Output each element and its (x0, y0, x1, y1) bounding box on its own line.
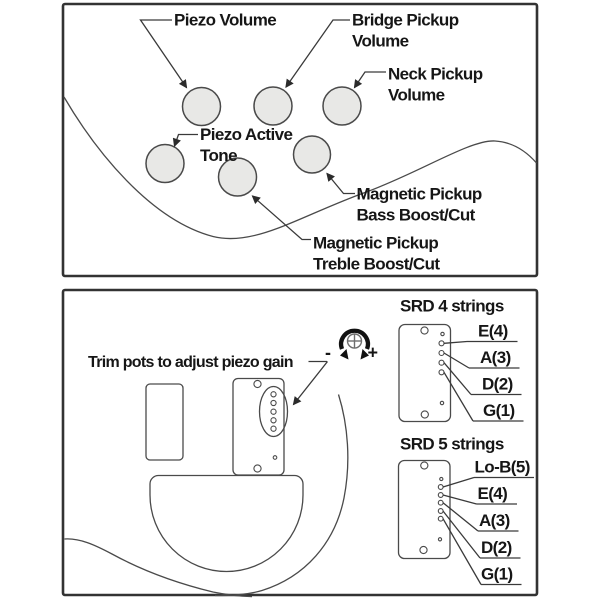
screw-hole (421, 327, 428, 334)
srd5-string-label-a3: A(3) (479, 511, 510, 530)
control-layout-panel (63, 4, 537, 276)
label-bridge-volume-line1: Bridge Pickup (352, 10, 459, 30)
trim-pot-dot (271, 409, 276, 414)
label-magnetic-treble-line2: Treble Boost/Cut (313, 254, 440, 274)
knob-neck-pickup-volume (323, 87, 361, 125)
trim-pot-dot (271, 426, 276, 431)
trim-pot-dot-d2 (438, 509, 443, 514)
screw-hole (254, 465, 261, 472)
trim-pot-dot (271, 392, 276, 397)
knob-piezo-active-tone (146, 145, 184, 183)
trim-pot-dot-a3 (438, 500, 443, 505)
small-hole (438, 538, 441, 541)
trim-pot-dot-g1 (438, 516, 443, 521)
srd5-title: SRD 5 strings (400, 434, 504, 454)
minus-sign: - (325, 342, 331, 363)
small-hole (441, 332, 444, 335)
trim-pot-dot-lob5 (438, 485, 443, 490)
small-hole (273, 456, 277, 460)
screw-hole (421, 462, 428, 469)
trim-pot-dot-g1 (439, 370, 444, 375)
label-magnetic-treble-line1: Magnetic Pickup (313, 233, 439, 253)
srd4-string-label-d2: D(2) (482, 374, 513, 394)
knob-magnetic-bass (294, 136, 331, 173)
srd5-string-label-lob5: Lo-B(5) (474, 457, 530, 477)
label-magnetic-bass-line1: Magnetic Pickup (356, 184, 482, 204)
neck-pickup-shape (146, 384, 183, 460)
small-hole (440, 401, 443, 404)
trim-pot-dot-d2 (439, 360, 444, 365)
label-magnetic-bass-line2: Bass Boost/Cut (356, 205, 475, 225)
trim-pot-dot-a3 (439, 351, 444, 356)
srd4-string-label-a3: A(3) (480, 348, 511, 367)
bridge-pickup-assembly (233, 379, 288, 476)
trim-pot-panel (63, 290, 537, 597)
srd5-string-label-e4: E(4) (477, 484, 508, 503)
screw-hole (254, 380, 261, 387)
label-neck-volume-line2: Volume (388, 85, 445, 105)
trim-pot-dot-e4 (439, 341, 444, 346)
trim-pot-dot-e4 (438, 493, 443, 498)
srd4-title: SRD 4 strings (400, 296, 504, 316)
label-piezo-tone-line1: Piezo Active (200, 125, 293, 144)
screw-hole (420, 546, 427, 553)
plus-sign: + (367, 342, 379, 363)
label-piezo-tone-line2: Tone (200, 146, 237, 165)
label-neck-volume-line1: Neck Pickup (388, 64, 483, 84)
srd4-string-label-g1: G(1) (483, 401, 515, 420)
srd4-string-label-e4: E(4) (478, 321, 508, 341)
trim-pot-dot (271, 400, 276, 405)
trim-pot-dot (271, 418, 276, 423)
knob-piezo-volume (183, 88, 221, 126)
screw-hole (421, 411, 428, 418)
srd5-string-label-d2: D(2) (481, 538, 512, 557)
label-bridge-volume-line2: Volume (352, 31, 409, 51)
srd5-string-label-g1: G(1) (481, 564, 513, 584)
knob-bridge-pickup-volume (254, 87, 292, 125)
small-hole (440, 477, 443, 480)
label-trim-pots: Trim pots to adjust piezo gain (88, 354, 293, 371)
label-piezo-volume: Piezo Volume (174, 10, 277, 30)
